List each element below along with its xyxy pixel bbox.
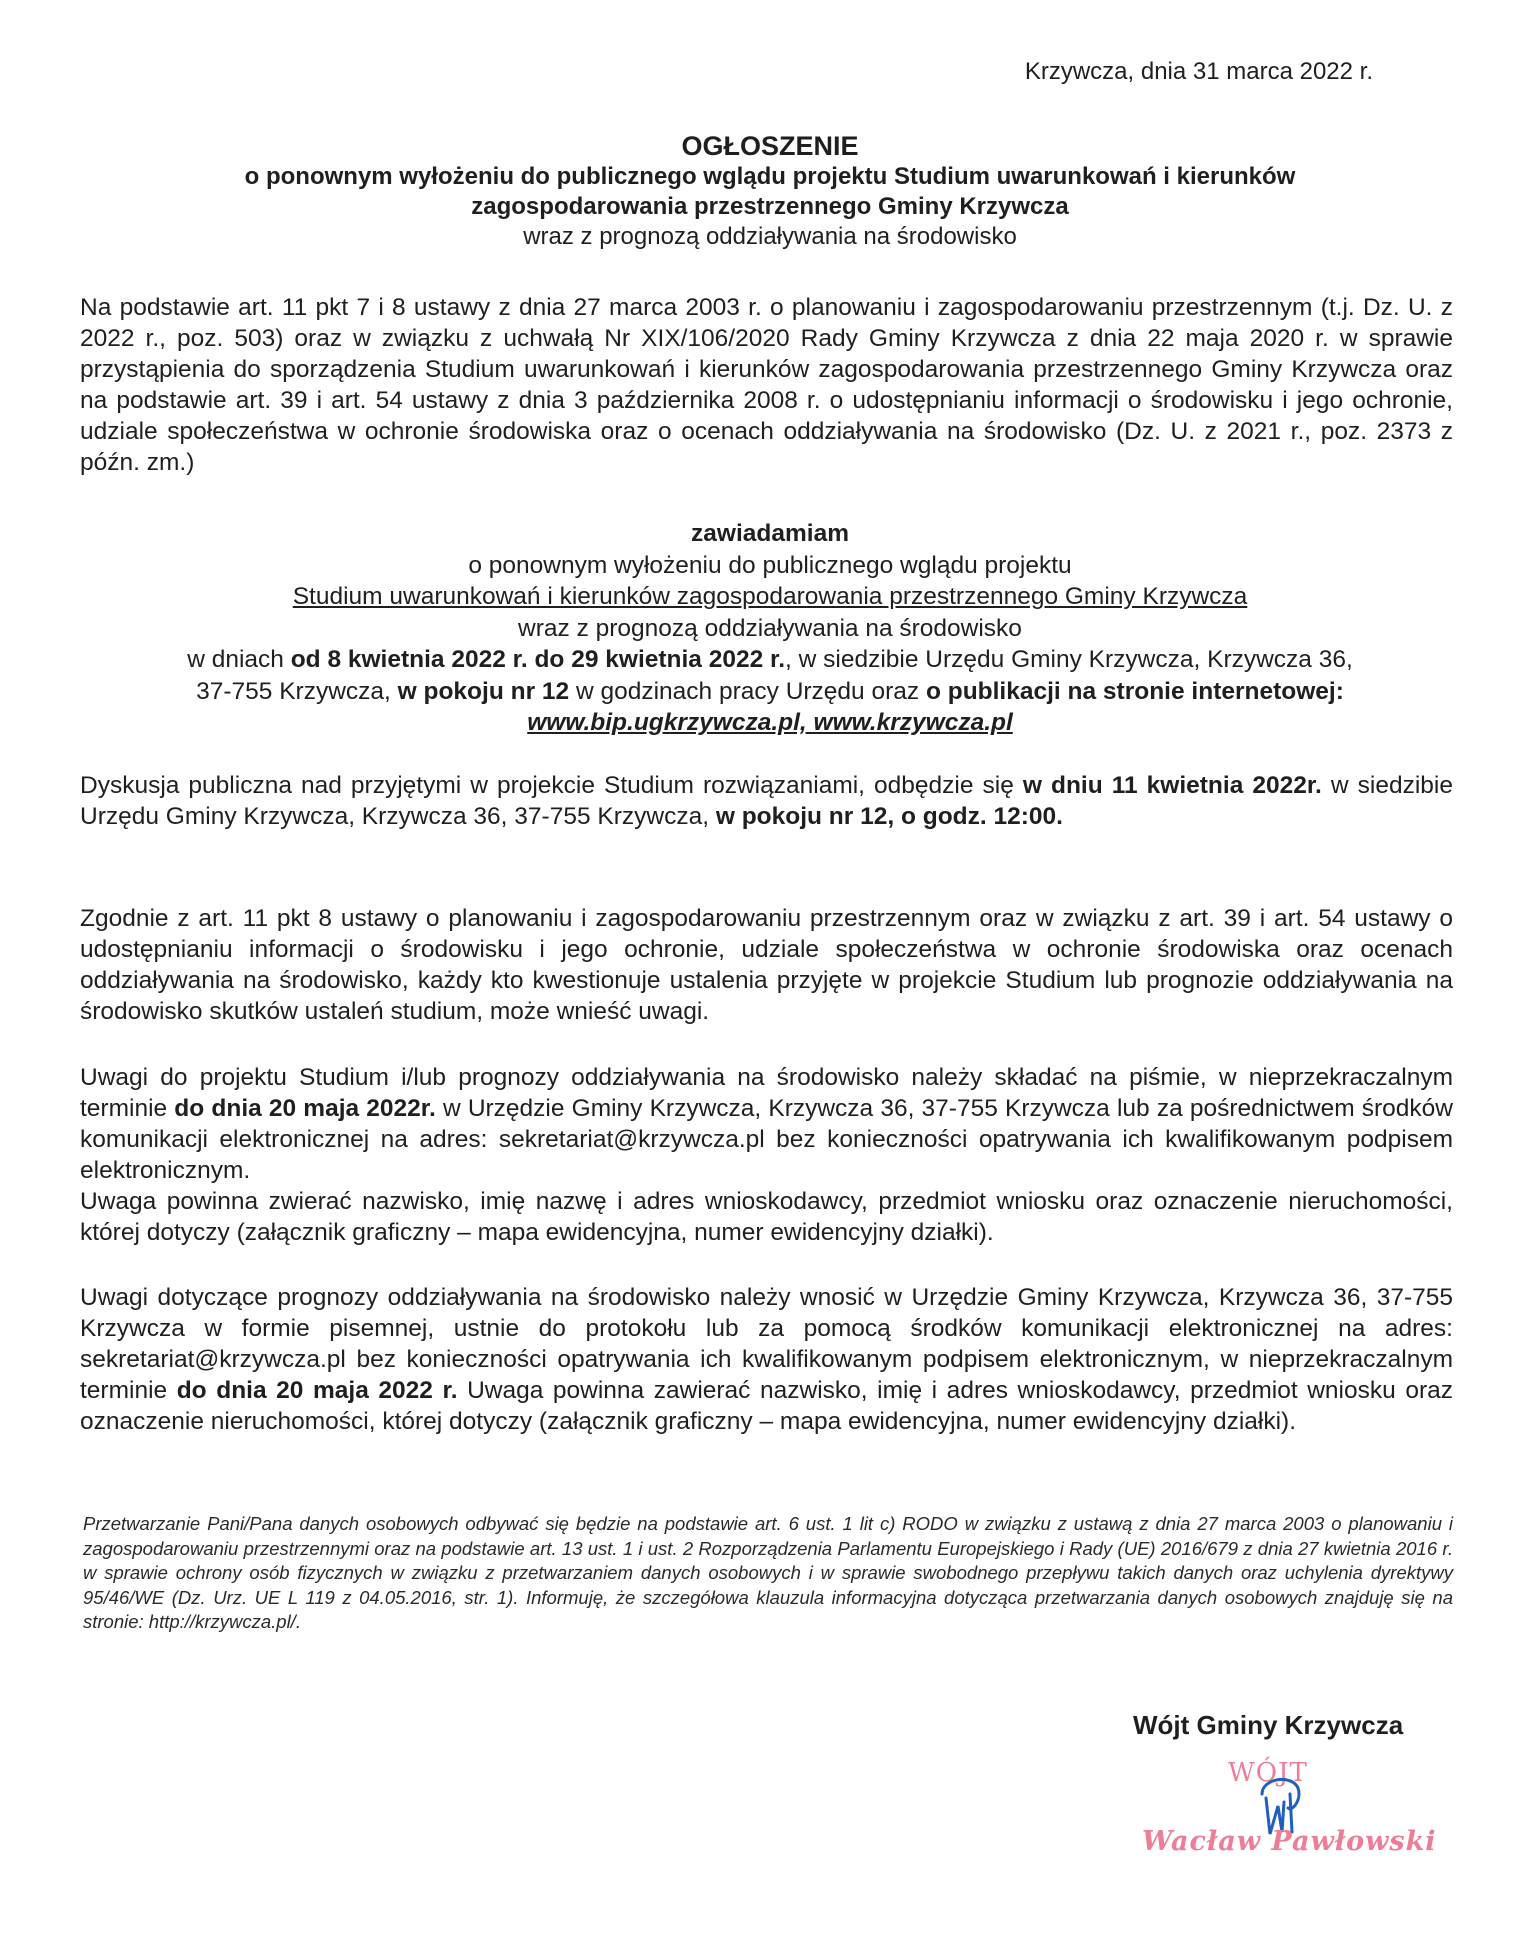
submission-paragraph <box>80 1062 1453 1248</box>
forecast-prefix: Uwagi dotyczące prognozy oddziaływania na środowisko należy wnosić w Urzędzie Gminy Krzywcza, Krzywcza 36, 37-755 Krzywcza w formie pisemnej, ustnie do protokołu lub za pomocą środków komunikacji elektronicznej na adres: sekretariat@krzywcza.pl bez konieczności opatrywania ich kwalifikowanym podpisem elektronicznym, w nieprzekraczalnym terminie <box>80 1284 1453 1404</box>
notice-line-2-underlined: Studium uwarunkowań i kierunków zagospodarowania przestrzennego Gminy Krzywcza <box>292 583 1248 610</box>
dates-suffix: , w siedzibie Urzędu Gminy Krzywcza, Krzywcza 36, <box>785 646 1353 673</box>
dates-bold: od 8 kwietnia 2022 r. do 29 kwietnia 2022 r. <box>290 646 786 673</box>
date-line: Krzywcza, dnia 31 marca 2022 r. <box>1024 58 1373 85</box>
discussion-mid: w siedzibie Urzędu Gminy Krzywcza, Krzywcza 36, 37-755 Krzywcza, <box>80 772 1453 830</box>
forecast-comments-paragraph <box>80 1282 1453 1437</box>
address-prefix: 37-755 Krzywcza, <box>196 677 398 705</box>
notice-block <box>80 518 1460 739</box>
title-line-3: wraz z prognozą oddziaływania na środowisko <box>523 223 1017 250</box>
submission-deadline: do dnia 20 maja 2022r. <box>174 1095 436 1122</box>
title-block <box>80 130 1460 252</box>
discussion-room: w pokoju nr 12, o godz. 12:00. <box>715 803 1063 830</box>
title-line-2: zagospodarowania przestrzennego Gminy Krzywcza <box>471 193 1069 220</box>
hours-text: w godzinach pracy Urzędu oraz <box>569 677 926 705</box>
rodo-clause: Przetwarzanie Pani/Pana danych osobowych odbywać się będzie na podstawie art. 6 ust. 1 lit c) RODO w związku z ustawą z dnia 27 marca 2003 o planowaniu i zagospodarowaniu przestrzennymi oraz na podstawie art. 13 ust. 1 i ust. 2 Rozporządzenia Parlamentu Europejskiego i Rady (UE) 2016/679 z dnia 27 kwietnia 2016 r. w sprawie ochrony osób fizycznych w związku z przetwarzaniem danych osobowych i w sprawie swobodnego przepływu takich danych oraz uchylenia dyrektywy 95/46/WE (Dz. Urz. UE L 119 z 04.05.2016, str. 1). Informuję, że szczegółowa klauzula informacyjna dotycząca przetwarzania danych osobowych znajduję się na stronie: http://krzywcza.pl/. <box>83 1513 1453 1632</box>
notice-address-line <box>80 676 1460 708</box>
discussion-paragraph <box>80 770 1453 832</box>
discussion-date: w dniu 11 kwietnia 2022r. <box>1022 772 1322 799</box>
stamp-name: Wacław Pawłowski <box>1142 1826 1437 1857</box>
submission-requirements: Uwaga powinna zwierać nazwisko, imię nazwę i adres wnioskodawcy, przedmiot wniosku oraz oznaczenie nieruchomości, której dotyczy (załącznik graficzny – mapa ewidencyjna, numer ewidencyjny działki). <box>80 1188 1453 1246</box>
stamp-title: WÓJT <box>1228 1758 1308 1788</box>
signatory-title: Wójt Gminy Krzywcza <box>1133 1710 1404 1740</box>
notice-heading: zawiadamiam <box>691 520 849 547</box>
title-line-1: o ponownym wyłożeniu do publicznego wglądu projektu Studium uwarunkowań i kierunków <box>244 163 1296 190</box>
notice-line-3: wraz z prognozą oddziaływania na środowisko <box>518 614 1022 642</box>
publication-bold: o publikacji na stronie internetowej: <box>925 677 1344 705</box>
forecast-suffix: Uwaga powinna zawierać nazwisko, imię i adres wnioskodawcy, przedmiot wniosku oraz oznaczenie nieruchomości, której dotyczy (załącznik graficzny – mapa ewidencyjna, numer ewidencyjny działki). <box>80 1377 1453 1435</box>
submission-prefix: Uwagi do projektu Studium i/lub prognozy oddziaływania na środowisko należy składać na piśmie, w nieprzekraczalnym terminie <box>80 1064 1453 1122</box>
document-heading: OGŁOSZENIE <box>681 131 859 161</box>
notice-line-1: o ponownym wyłożeniu do publicznego wglądu projektu <box>468 551 1072 579</box>
discussion-prefix: Dyskusja publiczna nad przyjętymi w projekcie Studium rozwiązaniami, odbędzie się <box>80 772 1023 799</box>
notice-dates-line <box>80 644 1460 676</box>
website-links[interactable]: www.bip.ugkrzywcza.pl, www.krzywcza.pl <box>527 709 1013 736</box>
submission-suffix: w Urzędzie Gminy Krzywcza, Krzywcza 36, 37-755 Krzywcza lub za pośrednictwem środków komunikacji elektronicznej na adres: sekretariat@krzywcza.pl bez konieczności opatrywania ich kwalifikowanym podpisem elektronicznym. <box>80 1095 1453 1184</box>
room-bold: w pokoju nr 12 <box>397 677 570 705</box>
forecast-deadline: do dnia 20 maja 2022 r. <box>176 1377 458 1404</box>
dates-prefix: w dniach <box>187 646 291 673</box>
comments-info-paragraph: Zgodnie z art. 11 pkt 8 ustawy o planowaniu i zagospodarowaniu przestrzennym oraz w związku z art. 39 i art. 54 ustawy o udostępnianiu informacji o środowisku i jego ochronie, udziale społeczeństwa w ochronie środowiska oraz ocenach oddziaływania na środowisko, każdy kto kwestionuje ustalenia przyjęte w projekcie Studium lub prognozie oddziaływania na środowisko skutków ustaleń studium, może wnieść uwagi. <box>80 905 1453 1025</box>
intro-paragraph: Na podstawie art. 11 pkt 7 i 8 ustawy z dnia 27 marca 2003 r. o planowaniu i zagospodarowaniu przestrzennym (t.j. Dz. U. z 2022 r., poz. 503) oraz w związku z uchwałą Nr XIX/106/2020 Rady Gminy Krzywcza z dnia 22 maja 2020 r. w sprawie przystąpienia do sporządzenia Studium uwarunkowań i kierunków zagospodarowania przestrzennego Gminy Krzywcza oraz na podstawie art. 39 i art. 54 ustawy z dnia 3 października 2008 r. o udostępnianiu informacji o środowisku i jego ochronie, udziale społeczeństwa w ochronie środowiska oraz o ocenach oddziaływania na środowisko (Dz. U. z 2021 r., poz. 2373 z późn. zm.) <box>80 294 1453 476</box>
